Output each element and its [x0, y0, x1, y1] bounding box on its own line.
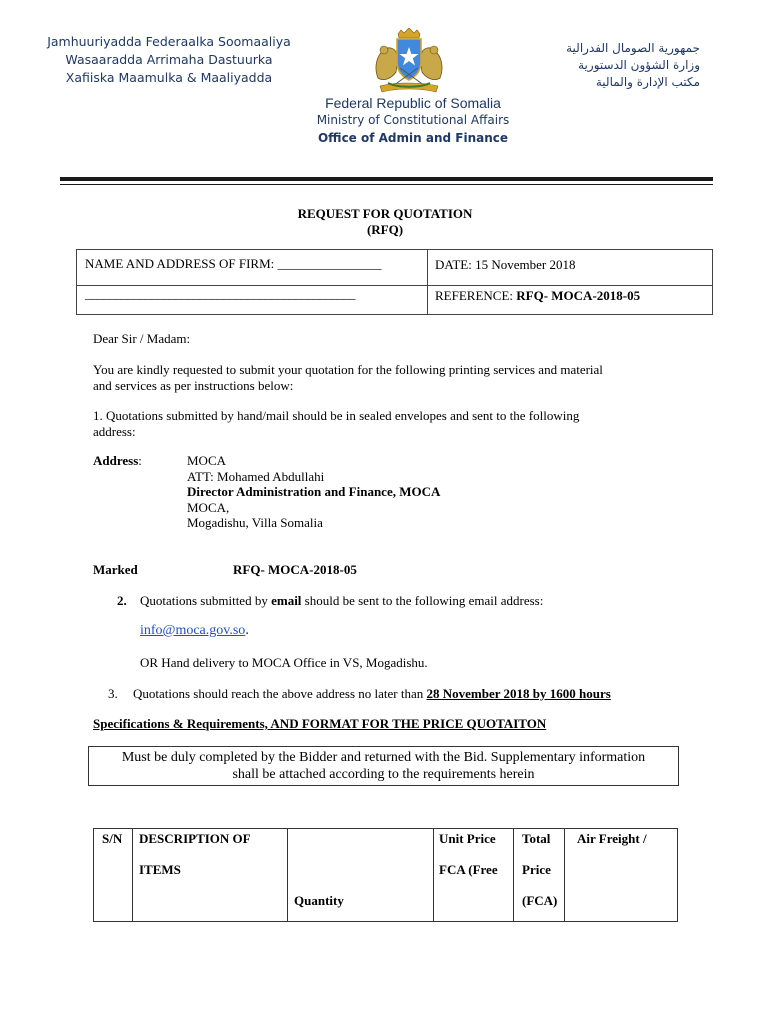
instruction-3-number: 3. — [108, 686, 118, 701]
intro-paragraph — [93, 362, 693, 394]
column-header-total-line-2: Price — [522, 862, 551, 877]
document-title-sub: (RFQ) — [366, 222, 404, 237]
somali-line-3: Xafiiska Maamulka & Maaliyadda — [65, 70, 273, 85]
firm-address-line-field[interactable]: _____________________________________________ — [85, 286, 355, 301]
instruction-2-number: 2. — [117, 593, 127, 608]
instruction-1-line-1: 1. Quotations submitted by hand/mail should be in sealed envelopes and sent to the following — [93, 408, 580, 423]
somali-line-2: Wasaaradda Arrimaha Dastuurka — [65, 52, 273, 67]
address-line-3: Director Administration and Finance, MOCA — [187, 484, 441, 500]
submission-deadline: 28 November 2018 by 1600 hours — [426, 686, 611, 701]
header-divider-thin — [60, 184, 713, 185]
column-header-quantity: Quantity — [294, 893, 344, 908]
column-header-unit-price-line-2: FCA (Free — [439, 862, 498, 877]
federal-republic-title: Federal Republic of Somalia — [325, 95, 501, 111]
column-header-total-line-1: Total — [522, 831, 551, 846]
address-line-1: MOCA — [187, 453, 227, 468]
instruction-2-pre: Quotations submitted by — [140, 593, 272, 608]
column-header-total-line-3: (FCA) — [522, 893, 558, 908]
letterhead-somali — [34, 33, 304, 87]
instruction-3-text: Quotations should reach the above address no later than — [133, 686, 427, 701]
firm-info-table — [76, 249, 713, 315]
address-label — [93, 453, 173, 469]
address-line-4: MOCA, — [187, 499, 230, 515]
email-suffix: . — [245, 623, 249, 638]
hand-delivery-note: OR Hand delivery to MOCA Office in VS, Mogadishu. — [140, 655, 428, 670]
column-header-sn: S/N — [102, 831, 123, 846]
column-header-air-freight: Air Freight / — [577, 831, 647, 846]
intro-line-2: and services as per instructions below: — [93, 378, 294, 393]
office-name: Office of Admin and Finance — [317, 131, 509, 145]
somali-line-1: Jamhuuriyadda Federaalka Soomaaliya — [47, 34, 291, 49]
table-column-divider — [433, 829, 434, 921]
document-title — [0, 206, 770, 238]
instruction-2 — [140, 593, 543, 609]
arabic-line-2: وزارة الشؤون الدستورية — [578, 58, 700, 72]
table-column-divider — [132, 829, 133, 921]
address-line-2: ATT: Mohamed Abdullahi — [187, 468, 325, 484]
column-header-description-line-1: DESCRIPTION OF — [139, 831, 251, 846]
notice-line-2: shall be attached according to the requirements herein — [232, 767, 535, 782]
specifications-heading: Specifications & Requirements, AND FORMAT FOR THE PRICE QUOTAITON — [93, 716, 547, 731]
intro-line-1: You are kindly requested to submit your quotation for the following printing services and material — [93, 362, 603, 377]
marked-value: RFQ- MOCA-2018-05 — [233, 562, 357, 577]
column-header-unit-price-line-1: Unit Price — [439, 831, 496, 846]
instruction-2-post: should be sent to the following email address: — [301, 593, 544, 608]
rfq-reference — [435, 288, 640, 304]
table-column-divider — [287, 829, 288, 921]
document-title-main: REQUEST FOR QUOTATION — [297, 206, 473, 221]
instruction-2-bold: email — [271, 593, 302, 608]
reference-value: RFQ- MOCA-2018-05 — [516, 288, 641, 303]
letterhead-arabic — [500, 40, 700, 91]
email-line — [140, 623, 249, 639]
header-divider-thick — [60, 177, 713, 181]
arabic-line-1: جمهورية الصومال الفدرالية — [566, 41, 700, 55]
salutation: Dear Sir / Madam: — [93, 331, 191, 346]
email-link[interactable]: info@moca.gov.so — [140, 623, 246, 638]
instruction-1-line-2: address: — [93, 424, 136, 439]
instruction-3 — [133, 686, 611, 702]
ministry-name: Ministry of Constitutional Affairs — [316, 113, 510, 127]
notice-line-1: Must be duly completed by the Bidder and returned with the Bid. Supplementary information — [121, 750, 646, 765]
address-label-colon: : — [138, 453, 142, 468]
rfq-date: DATE: 15 November 2018 — [435, 257, 576, 272]
firm-name-address-field[interactable]: NAME AND ADDRESS OF FIRM: ________________ — [85, 256, 382, 271]
mailing-address-block — [187, 453, 440, 531]
instruction-1 — [93, 408, 693, 440]
address-line-5: Mogadishu, Villa Somalia — [187, 515, 323, 531]
column-header-description-line-2: ITEMS — [139, 862, 181, 877]
table-column-divider — [513, 829, 514, 921]
bidder-notice-box — [88, 746, 679, 786]
address-label-text: Address — [93, 453, 139, 468]
somalia-coat-of-arms-emblem — [368, 28, 450, 96]
price-quotation-table — [93, 828, 678, 922]
firm-table-divider-vertical — [427, 250, 428, 314]
marked-label: Marked — [93, 562, 138, 577]
table-column-divider — [564, 829, 565, 921]
reference-label: REFERENCE: — [435, 288, 517, 303]
arabic-line-3: مكتب الإدارة والمالية — [595, 75, 700, 89]
